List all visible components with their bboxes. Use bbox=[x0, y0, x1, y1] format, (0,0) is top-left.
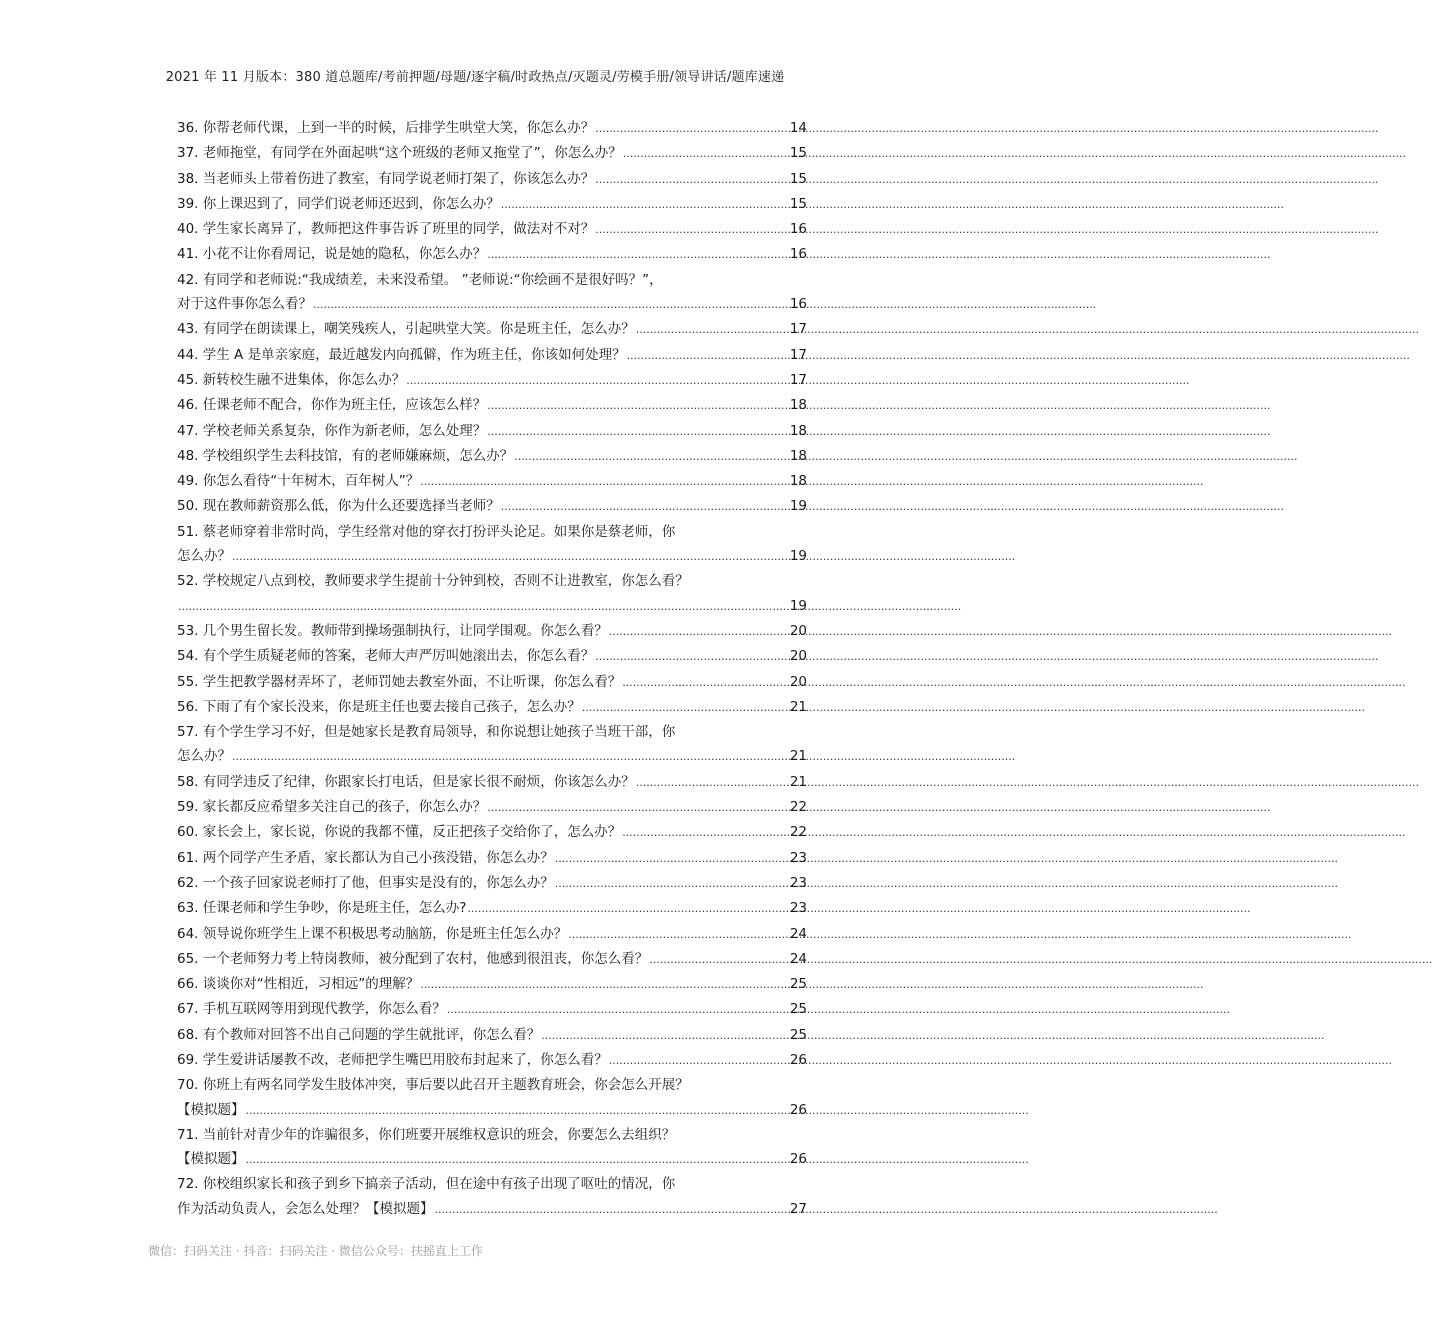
toc-page-number: 22 bbox=[789, 799, 807, 816]
toc-page-number: 14 bbox=[789, 120, 807, 136]
toc-page-number: 16 bbox=[789, 296, 807, 313]
dot-leader bbox=[649, 948, 788, 972]
toc-page-number: 25 bbox=[789, 1001, 807, 1018]
toc-entry-41[interactable] bbox=[177, 242, 807, 267]
toc-page-number: 27 bbox=[789, 1200, 807, 1217]
toc-entry-title: 38. 当老师头上带着伤进了教室，有同学说老师打架了，你该怎么办？ bbox=[177, 170, 595, 187]
dot-leader bbox=[609, 620, 788, 644]
toc-page-number: 26 bbox=[789, 1101, 807, 1118]
table-of-contents bbox=[177, 116, 807, 1222]
toc-entry-title: 怎么办？ bbox=[177, 548, 231, 565]
toc-page-number: 17 bbox=[789, 346, 807, 363]
toc-page-number: 19 bbox=[789, 597, 807, 614]
toc-entry-title: 59. 家长都反应希望多关注自己的孩子，你怎么办？ bbox=[177, 799, 487, 816]
toc-entry-title: 60. 家长会上，家长说，你说的我都不懂，反正把孩子交给你了，怎么办？ bbox=[177, 824, 622, 841]
toc-entry-title: 53. 几个男生留长发。教师带到操场强制执行，让同学围观。你怎么看？ bbox=[177, 622, 608, 639]
toc-entry-62[interactable] bbox=[177, 871, 807, 896]
toc-entry-title: 62. 一个孩子回家说老师打了他，但事实是没有的，你怎么办？ bbox=[177, 874, 554, 891]
toc-entry-66[interactable] bbox=[177, 972, 807, 997]
toc-entry-title: 36. 你帮老师代课，上到一半的时候，后排学生哄堂大笑，你怎么办？ bbox=[177, 120, 595, 136]
toc-entry-69[interactable] bbox=[177, 1048, 807, 1073]
toc-page-number: 25 bbox=[789, 1026, 807, 1043]
toc-page-number: 15 bbox=[789, 145, 807, 162]
toc-entry-title: 55. 学生把教学器材弄坏了，老师罚她去教室外面，不让听课，你怎么看？ bbox=[177, 673, 622, 690]
dot-leader bbox=[178, 595, 788, 619]
toc-page-number: 26 bbox=[789, 1151, 807, 1168]
toc-page-number: 23 bbox=[789, 874, 807, 891]
dot-leader bbox=[595, 117, 788, 141]
toc-entry-title: 39. 你上课迟到了，同学们说老师还迟到，你怎么办？ bbox=[177, 195, 500, 212]
toc-entry-57[interactable] bbox=[177, 720, 807, 770]
dot-leader bbox=[627, 344, 788, 368]
toc-entry-49[interactable] bbox=[177, 469, 807, 494]
toc-page-number: 25 bbox=[789, 976, 807, 993]
toc-entry-51[interactable] bbox=[177, 520, 807, 570]
toc-entry-67[interactable] bbox=[177, 997, 807, 1022]
toc-entry-title: 46. 任课老师不配合，你作为班主任，应该怎么样？ bbox=[177, 397, 487, 414]
toc-entry-60[interactable] bbox=[177, 820, 807, 845]
toc-entry-46[interactable] bbox=[177, 393, 807, 418]
toc-entry-title: 作为活动负责人，会怎么处理？【模拟题】 bbox=[177, 1200, 434, 1217]
toc-entry-title: 69. 学生爱讲话屡教不改，老师把学生嘴巴用胶布封起来了，你怎么看？ bbox=[177, 1051, 608, 1068]
dot-leader bbox=[467, 897, 787, 921]
toc-page-number: 21 bbox=[789, 773, 807, 790]
toc-entry-title-line1: 51. 蔡老师穿着非常时尚，学生经常对他的穿衣打扮评头论足。如果你是蔡老师，你 bbox=[177, 523, 676, 540]
toc-entry-title: 61. 两个同学产生矛盾，家长都认为自己小孩没错，你怎么办？ bbox=[177, 849, 554, 866]
toc-entry-59[interactable] bbox=[177, 795, 807, 820]
toc-entry-title-line1: 72. 你校组织家长和孩子到乡下搞亲子活动，但在途中有孩子出现了呕吐的情况，你 bbox=[177, 1176, 676, 1193]
toc-page-number: 20 bbox=[789, 648, 807, 665]
toc-entry-65[interactable] bbox=[177, 947, 807, 972]
toc-page-number: 18 bbox=[789, 447, 807, 464]
dot-leader bbox=[420, 470, 788, 494]
dot-leader bbox=[487, 420, 788, 444]
dot-leader bbox=[555, 872, 788, 896]
toc-entry-52[interactable] bbox=[177, 569, 807, 619]
toc-entry-title-line1: 57. 有个学生学习不好，但是她家长是教育局领导，和你说想让她孩子当班干部，你 bbox=[177, 724, 676, 741]
dot-leader bbox=[609, 1049, 788, 1073]
dot-leader bbox=[555, 847, 788, 871]
toc-entry-title: 65. 一个老师努力考上特岗教师，被分配到了农村，他感到很沮丧，你怎么看？ bbox=[177, 950, 649, 967]
footer-text: 微信：扫码关注 · 抖音：扫码关注 · 微信公众号：扶摇直上工作 bbox=[148, 1244, 483, 1258]
toc-entry-39[interactable] bbox=[177, 192, 807, 217]
dot-leader bbox=[487, 243, 788, 267]
toc-entry-55[interactable] bbox=[177, 670, 807, 695]
toc-entry-title: 45. 新转校生融不进集体，你怎么办？ bbox=[177, 371, 406, 388]
dot-leader bbox=[232, 745, 788, 769]
toc-entry-title: 40. 学生家长离异了，教师把这件事告诉了班里的同学，做法对不对？ bbox=[177, 221, 595, 238]
toc-entry-68[interactable] bbox=[177, 1023, 807, 1048]
toc-entry-58[interactable] bbox=[177, 770, 807, 795]
dot-leader bbox=[622, 671, 788, 695]
dot-leader bbox=[487, 394, 788, 418]
toc-page-number: 23 bbox=[789, 900, 807, 917]
toc-entry-title: 【模拟题】 bbox=[177, 1101, 245, 1118]
dot-leader bbox=[232, 545, 788, 569]
toc-entry-title: 37. 老师拖堂，有同学在外面起哄“这个班级的老师又拖堂了”，你怎么办？ bbox=[177, 145, 622, 162]
toc-entry-title: 63. 任课老师和学生争吵，你是班主任，怎么办? bbox=[177, 900, 467, 917]
toc-entry-38[interactable] bbox=[177, 167, 807, 192]
toc-entry-title: 48. 学校组织学生去科技馆，有的老师嫌麻烦，怎么办？ bbox=[177, 447, 514, 464]
toc-entry-title: 50. 现在教师薪资那么低，你为什么还要选择当老师？ bbox=[177, 498, 500, 515]
toc-entry-70[interactable] bbox=[177, 1073, 807, 1123]
toc-entry-47[interactable] bbox=[177, 419, 807, 444]
toc-page-number: 26 bbox=[789, 1051, 807, 1068]
dot-leader bbox=[246, 1148, 788, 1172]
toc-page-number: 21 bbox=[789, 698, 807, 715]
toc-entry-title: 67. 手机互联网等用到现代教学，你怎么看？ bbox=[177, 1001, 446, 1018]
toc-page-number: 19 bbox=[789, 498, 807, 515]
toc-page-number: 19 bbox=[789, 548, 807, 565]
dot-leader bbox=[595, 218, 788, 242]
toc-entry-title: 49. 你怎么看待“十年树木，百年树人”？ bbox=[177, 473, 420, 490]
toc-entry-61[interactable] bbox=[177, 846, 807, 871]
toc-entry-title: 【模拟题】 bbox=[177, 1151, 245, 1168]
dot-leader bbox=[406, 369, 788, 393]
toc-page-number: 20 bbox=[789, 673, 807, 690]
toc-entry-72[interactable] bbox=[177, 1172, 807, 1222]
dot-leader bbox=[420, 973, 788, 997]
toc-entry-63[interactable] bbox=[177, 896, 807, 921]
toc-entry-48[interactable] bbox=[177, 444, 807, 469]
toc-entry-40[interactable] bbox=[177, 217, 807, 242]
toc-entry-54[interactable] bbox=[177, 644, 807, 669]
toc-entry-71[interactable] bbox=[177, 1123, 807, 1173]
toc-page-number: 18 bbox=[789, 397, 807, 414]
toc-entry-title: 44. 学生 A 是单亲家庭，最近越发内向孤僻，作为班主任，你该如何处理？ bbox=[177, 346, 626, 363]
dot-leader bbox=[636, 771, 788, 795]
toc-page-number: 20 bbox=[789, 622, 807, 639]
toc-page-number: 15 bbox=[789, 195, 807, 212]
toc-entry-50[interactable] bbox=[177, 494, 807, 519]
dot-leader bbox=[501, 193, 788, 217]
dot-leader bbox=[447, 998, 788, 1022]
toc-page-number: 18 bbox=[789, 422, 807, 439]
toc-entry-43[interactable] bbox=[177, 317, 807, 342]
toc-page-number: 23 bbox=[789, 849, 807, 866]
dot-leader bbox=[313, 293, 788, 317]
toc-entry-title: 56. 下雨了有个家长没来，你是班主任也要去接自己孩子，怎么办？ bbox=[177, 698, 581, 715]
dot-leader bbox=[501, 495, 788, 519]
toc-entry-title-line1: 42. 有同学和老师说:“我成绩差，未来没希望。 ”老师说:“你绘画不是很好吗？”， bbox=[177, 271, 663, 288]
toc-page-number: 15 bbox=[789, 170, 807, 187]
dot-leader bbox=[595, 645, 788, 669]
dot-leader bbox=[636, 318, 788, 342]
toc-page-number: 22 bbox=[789, 824, 807, 841]
toc-entry-64[interactable] bbox=[177, 922, 807, 947]
toc-entry-title-line1: 70. 你班上有两名同学发生肢体冲突，事后要以此召开主题教育班会，你会怎么开展？ bbox=[177, 1077, 689, 1094]
toc-page-number: 16 bbox=[789, 221, 807, 238]
toc-entry-37[interactable] bbox=[177, 141, 807, 166]
toc-page-number: 16 bbox=[789, 246, 807, 263]
toc-entry-title: 怎么办？ bbox=[177, 748, 231, 765]
toc-entry-title: 58. 有同学违反了纪律，你跟家长打电话，但是家长很不耐烦，你该怎么办？ bbox=[177, 773, 635, 790]
dot-leader bbox=[622, 821, 788, 845]
toc-entry-36[interactable] bbox=[177, 116, 807, 141]
dot-leader bbox=[595, 168, 788, 192]
toc-entry-title: 43. 有同学在朗读课上，嘲笑残疾人，引起哄堂大笑。你是班主任，怎么办？ bbox=[177, 321, 635, 338]
dot-leader bbox=[568, 923, 788, 947]
toc-page-number: 24 bbox=[789, 925, 807, 942]
toc-entry-42[interactable] bbox=[177, 268, 807, 318]
dot-leader bbox=[541, 1024, 788, 1048]
toc-entry-title: 47. 学校老师关系复杂，你作为新老师，怎么处理？ bbox=[177, 422, 487, 439]
toc-entry-title: 64. 领导说你班学生上课不积极思考动脑筋，你是班主任怎么办？ bbox=[177, 925, 568, 942]
toc-entry-45[interactable] bbox=[177, 368, 807, 393]
toc-entry-53[interactable] bbox=[177, 619, 807, 644]
toc-page-number: 18 bbox=[789, 473, 807, 490]
dot-leader bbox=[514, 445, 788, 469]
page-header: 2021 年 11 月版本：380 道总题库/考前押题/母题/逐字稿/时政热点/灭题灵/劳模手册/领导讲话/题库速递 bbox=[165, 70, 785, 85]
toc-entry-title: 54. 有个学生质疑老师的答案，老师大声严厉叫她滚出去，你怎么看？ bbox=[177, 648, 595, 665]
dot-leader bbox=[623, 142, 788, 166]
toc-entry-title: 66. 谈谈你对“性相近，习相远”的理解？ bbox=[177, 976, 420, 993]
toc-entry-44[interactable] bbox=[177, 343, 807, 368]
toc-page-number: 17 bbox=[789, 371, 807, 388]
toc-entry-title: 68. 有个教师对回答不出自己问题的学生就批评，你怎么看？ bbox=[177, 1026, 541, 1043]
dot-leader bbox=[246, 1099, 788, 1123]
dot-leader bbox=[435, 1198, 788, 1222]
toc-page-number: 17 bbox=[789, 321, 807, 338]
dot-leader bbox=[487, 796, 788, 820]
toc-entry-title: 对于这件事你怎么看？ bbox=[177, 296, 312, 313]
toc-entry-title: 41. 小花不让你看周记，说是她的隐私，你怎么办？ bbox=[177, 246, 487, 263]
toc-page-number: 24 bbox=[789, 950, 807, 967]
toc-entry-title-line1: 71. 当前针对青少年的诈骗很多，你们班要开展维权意识的班会，你要怎么去组织？ bbox=[177, 1126, 676, 1143]
toc-page-number: 21 bbox=[789, 748, 807, 765]
toc-entry-title-line1: 52. 学校规定八点到校，教师要求学生提前十分钟到校，否则不让进教室，你怎么看？ bbox=[177, 573, 689, 590]
dot-leader bbox=[582, 696, 788, 720]
toc-entry-56[interactable] bbox=[177, 695, 807, 720]
page-footer bbox=[148, 1244, 828, 1262]
